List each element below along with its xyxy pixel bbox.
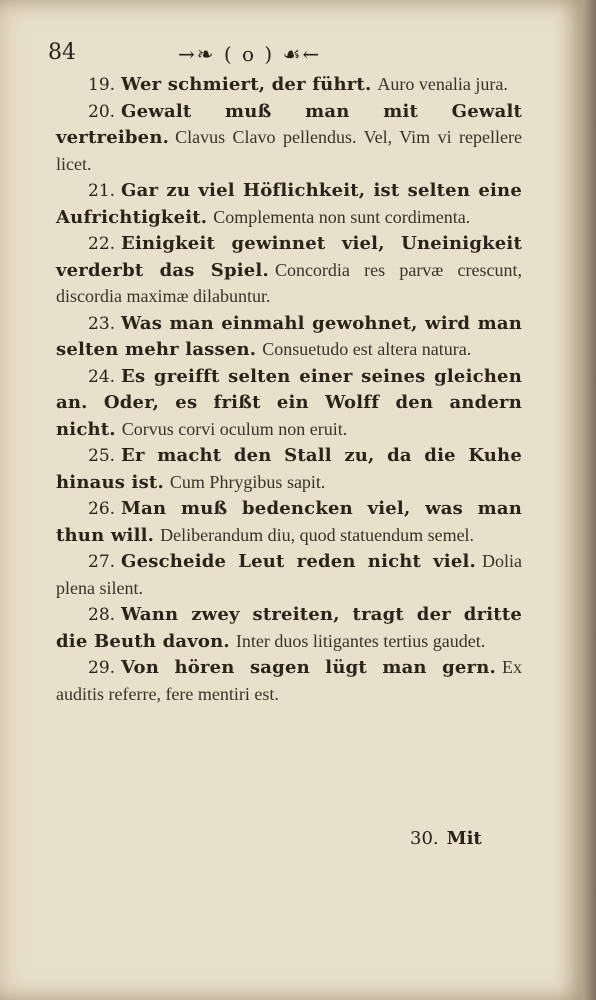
entry-number: 25. <box>88 446 116 466</box>
latin-proverb: Complementa non sunt cordimenta. <box>213 206 471 227</box>
page-edge <box>582 0 596 1000</box>
proverb-entry <box>56 99 522 179</box>
entry-number: 24. <box>88 366 116 387</box>
german-proverb: Wer schmiert, der führt. <box>121 74 372 95</box>
german-proverb: Er macht den Stall zu, da die Kuhe hinaus ist. <box>56 445 522 493</box>
header-ornament: →❧ ( o ) ☙← <box>178 42 322 66</box>
proverb-entry <box>56 549 522 602</box>
latin-proverb: Clavus Clavo pellendus. Vel, Vim vi repellere licet. <box>56 127 522 174</box>
german-proverb: Es greifft selten einer seines gleichen an. Oder, es frißt ein Wolff den andern nicht. <box>56 365 522 440</box>
german-proverb: Was man einmahl gewohnet, wird man selten mehr lassen. <box>56 312 522 360</box>
page-header <box>48 40 528 70</box>
latin-proverb: Ex auditis referre, fere mentiri est. <box>56 657 522 704</box>
entry-number: 29. <box>88 658 116 678</box>
proverb-entry <box>56 655 522 708</box>
entry-number: 19. <box>88 75 116 95</box>
entry-number: 26. <box>88 499 116 519</box>
proverb-entry <box>56 364 522 444</box>
latin-proverb: Cum Phrygibus sapit. <box>169 471 326 492</box>
entry-number: 21. <box>88 181 116 201</box>
proverb-entry <box>56 443 522 496</box>
latin-proverb: Consuetudo est altera natura. <box>262 339 472 359</box>
latin-proverb: Concordia res parvæ crescunt, discordia maximæ dilabuntur. <box>56 259 522 306</box>
german-proverb: Einigkeit gewinnet viel, Uneinigkeit verderbt das Spiel. <box>56 233 522 281</box>
latin-proverb: Auro venalia jura. <box>377 74 508 94</box>
german-proverb: Gar zu viel Höflichkeit, ist selten eine Aufrichtigkeit. <box>56 180 522 228</box>
proverb-entry <box>56 496 522 549</box>
entry-number: 27. <box>88 552 116 572</box>
german-proverb: Gewalt muß man mit Gewalt vertreiben. <box>56 100 522 148</box>
catchword-number: 30. <box>410 828 439 849</box>
entry-number: 20. <box>88 101 116 122</box>
latin-proverb: Corvus corvi oculum non eruit. <box>121 418 348 439</box>
proverb-entry <box>56 231 522 311</box>
latin-proverb: Deliberandum diu, quod statuendum semel. <box>160 524 475 545</box>
entry-number: 28. <box>88 605 116 625</box>
page-number: 84 <box>48 40 76 65</box>
latin-proverb: Inter duos litigantes tertius gaudet. <box>235 630 486 651</box>
proverb-entry <box>56 178 522 231</box>
proverb-entry <box>56 311 522 364</box>
german-proverb: Wann zwey streiten, tragt der dritte die Beuth davon. <box>56 604 522 652</box>
catchword <box>410 828 482 849</box>
catchword-text: Mit <box>446 828 482 849</box>
entry-number: 23. <box>88 313 116 334</box>
proverb-entry <box>56 602 522 655</box>
german-proverb: Von hören sagen lügt man gern. <box>121 657 496 678</box>
german-proverb: Man muß bedencken viel, was man thun will. <box>56 498 522 546</box>
proverb-entry <box>56 72 522 99</box>
entry-number: 22. <box>88 234 116 254</box>
proverb-list <box>56 72 522 708</box>
german-proverb: Gescheide Leut reden nicht viel. <box>121 551 476 572</box>
latin-proverb: Dolia plena silent. <box>56 551 522 598</box>
